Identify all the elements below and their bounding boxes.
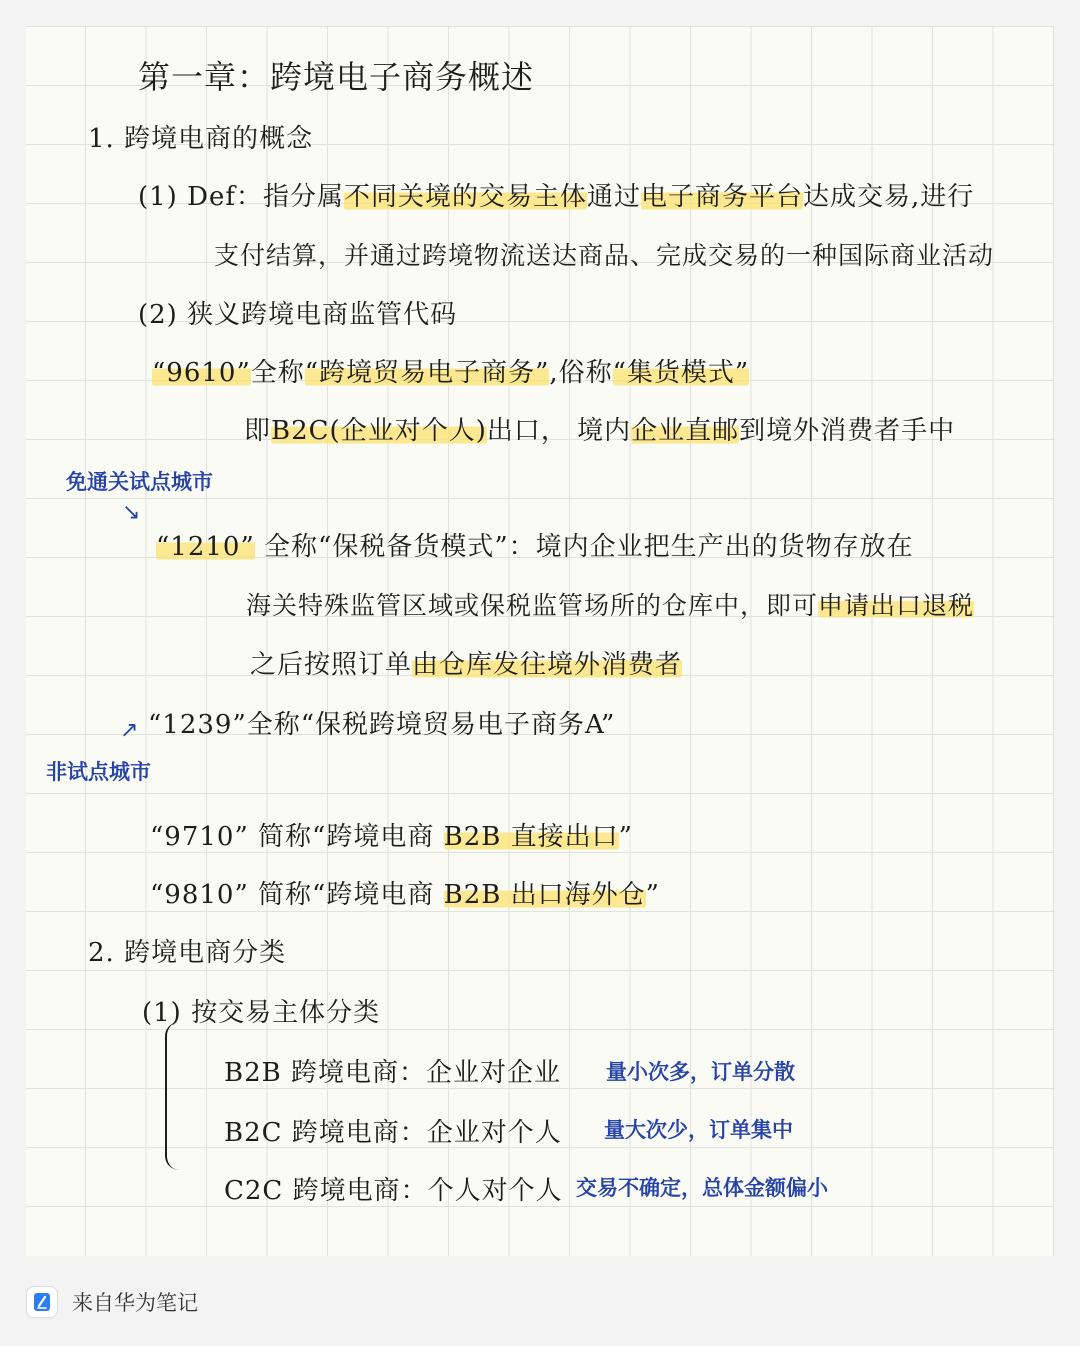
def-prefix: (1) Def：	[138, 182, 263, 212]
definition-line-1: (1) Def：指分属不同关境的交易主体通过电子商务平台达成交易,进行	[138, 182, 975, 212]
code-9710: “9710”	[150, 822, 249, 852]
highlight: 电子商务平台	[641, 182, 804, 212]
category-b2c: B2C 跨境电商：企业对个人	[224, 1118, 562, 1148]
category-c2c: C2C 跨境电商：个人对个人	[224, 1176, 563, 1206]
subheading-by-trade-subject: (1) 按交易主体分类	[142, 998, 381, 1028]
footer-text: 来自华为笔记	[72, 1291, 198, 1315]
huawei-notes-icon	[26, 1286, 58, 1318]
code-1210-line: “1210” 全称“保税备货模式”：境内企业把生产出的货物存放在	[156, 532, 914, 562]
section-1-heading: 1. 跨境电商的概念	[88, 124, 314, 154]
highlight: 由仓库发往境外消费者	[412, 650, 683, 680]
code-1239-line: “1239”全称“保税跨境贸易电子商务A”	[148, 710, 616, 740]
footer-source	[26, 1282, 198, 1322]
code-1210-line-3: 之后按照订单由仓库发往境外消费者	[250, 650, 683, 680]
subheading-customs-codes: (2) 狭义跨境电商监管代码	[138, 300, 458, 330]
code-9610-line: “9610”全称“跨境贸易电子商务”,俗称“集货模式”	[152, 358, 750, 388]
section-2-heading: 2. 跨境电商分类	[88, 938, 287, 968]
highlight: 企业直邮	[631, 416, 740, 446]
page-title: 第一章：跨境电子商务概述	[138, 58, 535, 96]
brace-bracket	[165, 1022, 179, 1170]
category-b2c-note: 量大次少，订单集中	[604, 1118, 793, 1142]
annotation-non-pilot-cities: 非试点城市	[46, 760, 151, 784]
category-b2b-note: 量小次多，订单分散	[606, 1060, 795, 1084]
code-9810: “9810”	[150, 880, 249, 910]
highlight: “集货模式”	[612, 358, 750, 388]
highlight: B2B 出口海外仓	[443, 880, 646, 910]
category-b2b: B2B 跨境电商：企业对企业	[224, 1058, 562, 1088]
annotation-pilot-cities: 免通关试点城市	[66, 470, 213, 494]
arrow-icon: ↘	[122, 500, 141, 525]
highlight: B2B 直接出口	[443, 822, 619, 852]
category-c2c-note: 交易不确定，总体金额偏小	[576, 1176, 828, 1200]
highlight: 申请出口退税	[818, 591, 975, 620]
code-1210-line-2: 海关特殊监管区域或保税监管场所的仓库中，即可申请出口退税	[246, 591, 975, 620]
definition-line-2: 支付结算，并通过跨境物流送达商品、完成交易的一种国际商业活动	[214, 241, 995, 270]
code-9610: “9610”	[152, 358, 251, 388]
highlight: “跨境贸易电子商务”	[304, 358, 550, 388]
code-9810-line: “9810” 简称“跨境电商 B2B 出口海外仓”	[150, 880, 660, 910]
highlight: B2C(企业对个人)	[271, 416, 487, 446]
code-9710-line: “9710” 简称“跨境电商 B2B 直接出口”	[150, 822, 633, 852]
arrow-icon: ↗	[120, 718, 139, 743]
code-9610-detail: 即B2C(企业对个人)出口， 境内企业直邮到境外消费者手中	[244, 416, 956, 446]
highlight: 不同关境的交易主体	[343, 182, 587, 212]
code-1210: “1210”	[156, 532, 255, 562]
